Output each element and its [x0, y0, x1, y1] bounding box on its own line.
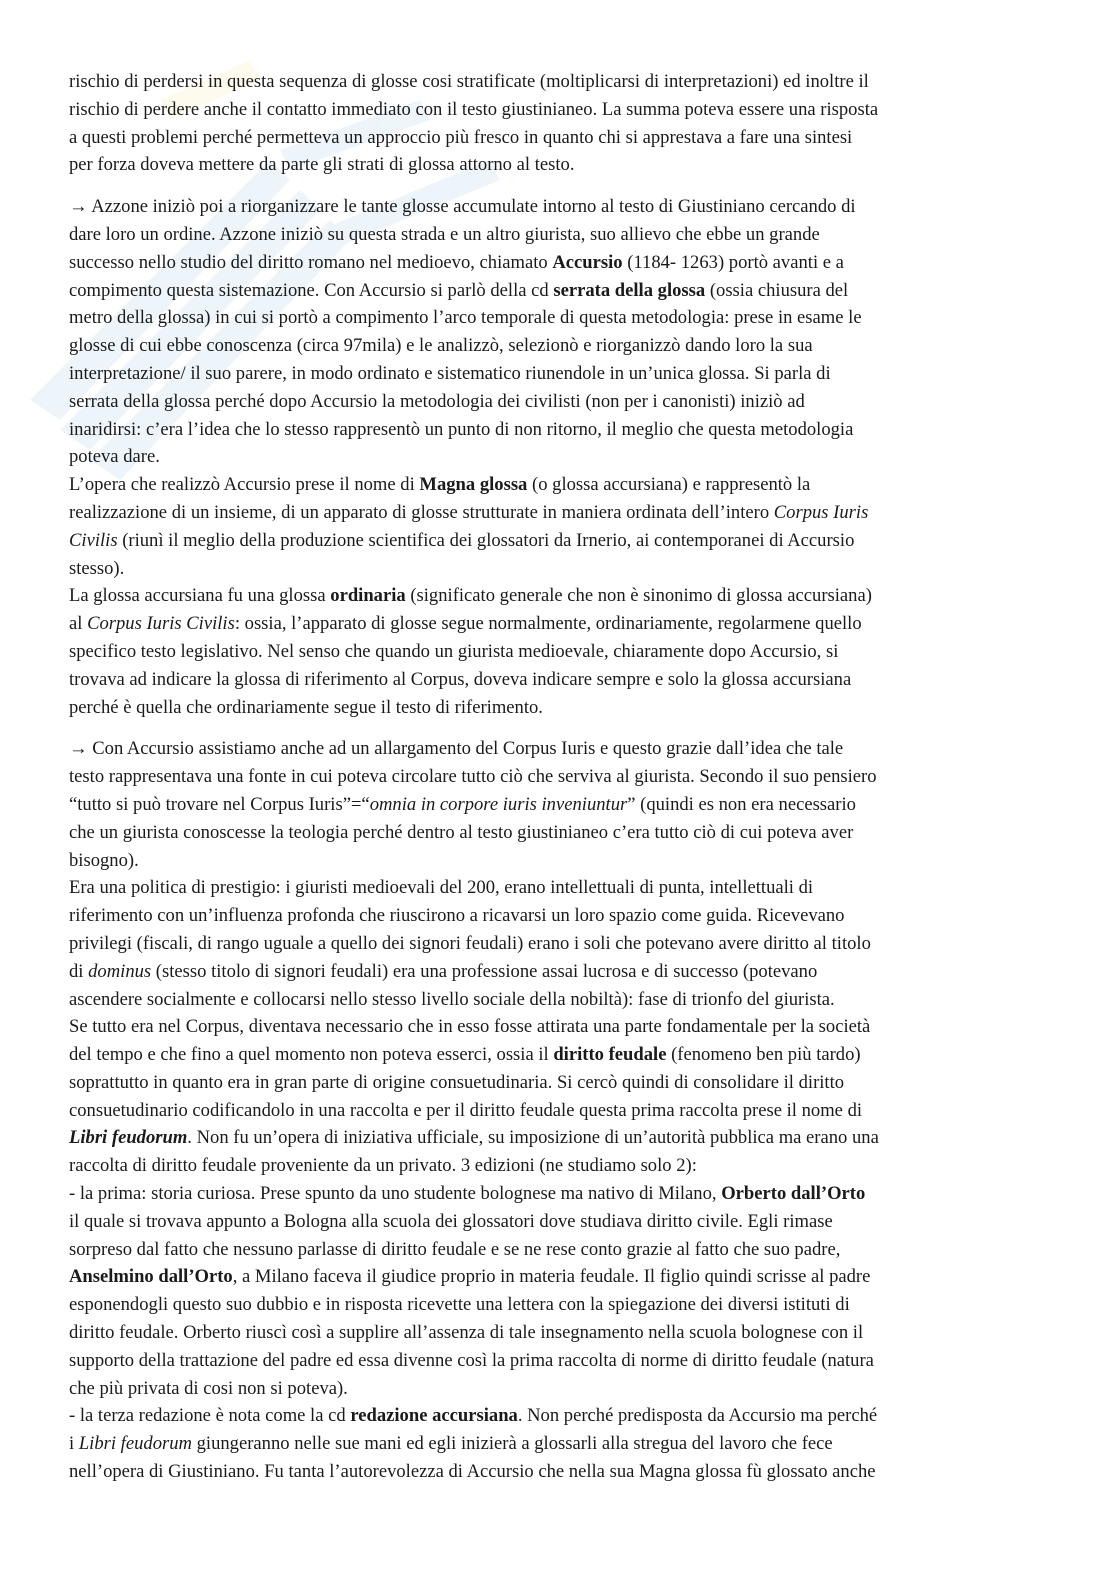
text-line: [69, 1319, 1059, 1347]
text-line: [69, 930, 1059, 958]
text-segment: “tutto si può trovare nel Corpus Iuris”=“: [69, 793, 370, 815]
paragraph-summa: [69, 68, 1059, 179]
text-segment: diritto feudale. Orberto riuscì così a supplire all’assenza di tale insegnamento nella scuola bolognese con il: [69, 1322, 864, 1344]
text-line: [69, 277, 1059, 305]
text-segment: raccolta di diritto feudale proveniente da un privato. 3 edizioni (ne studiamo solo 2):: [69, 1155, 697, 1177]
text-line: [69, 986, 1059, 1014]
text-segment: ascendere socialmente e collocarsi nello stesso livello sociale della nobiltà): fase di trionfo del giurista.: [69, 988, 835, 1010]
text-line: [69, 1208, 1059, 1236]
text-line: [69, 582, 1059, 610]
text-segment: : ossia, l’apparato di glosse segue normalmente, ordinariamente, regolarmene quello: [234, 613, 862, 635]
text-segment: supporto della trattazione del padre ed essa divenne così la prima raccolta di norme di diritto feudale (natura: [69, 1349, 874, 1371]
text-segment: → Azzone iniziò poi a riorganizzare le tante glosse accumulate intorno al testo di Giustiniano cercando di: [69, 196, 856, 218]
text-segment: riferimento con un’influenza profonda che riuscirono a ricavarsi un loro spazio come guida. Ricevevano: [69, 905, 845, 927]
text-line: [69, 1430, 1059, 1458]
text-segment: metro della glossa) in cui si portò a compimento l’arco temporale di questa metodologia: prese in esame le: [69, 307, 862, 329]
text-segment: , a Milano faceva il giudice proprio in materia feudale. Il figlio quindi scrisse al padre: [232, 1266, 871, 1288]
text-segment: - la terza redazione è nota come la cd: [69, 1405, 351, 1427]
bold-term: Orberto dall’Orto: [721, 1183, 866, 1205]
text-segment: il quale si trovava appunto a Bologna alla scuola dei glossatori dove studiava diritto civile. Egli rimase: [69, 1210, 833, 1232]
text-segment: Era una politica di prestigio: i giuristi medioevali del 200, erano intellettuali di punta, intellettuali di: [69, 877, 814, 899]
bold-term: Libri feudorum: [69, 1127, 188, 1149]
text-segment: . Non fu un’opera di iniziativa ufficiale, su imposizione di un’autorità pubblica ma erano una: [187, 1127, 879, 1149]
text-segment: serrata della glossa perché dopo Accursio la metodologia dei civilisti (non per i canonisti) iniziò ad: [69, 390, 805, 412]
bold-term: diritto feudale: [553, 1044, 667, 1066]
text-segment: testo rappresentava una fonte in cui poteva circolare tutto ciò che serviva al giurista. Secondo il suo pensiero: [69, 766, 877, 788]
text-segment: per forza doveva mettere da parte gli strati di glossa attorno al testo.: [69, 154, 575, 176]
text-line: [69, 499, 1059, 527]
text-segment: specifico testo legislativo. Nel senso che quando un giurista medioevale, chiaramente dopo Accursio, si: [69, 640, 839, 662]
text-line: [69, 874, 1059, 902]
text-segment: a questi problemi perché permetteva un approccio più fresco in quanto chi si apprestava a fare una sintesi: [69, 126, 853, 148]
text-segment: . Non perché predisposta da Accursio ma perché: [517, 1405, 878, 1427]
paragraph-diritto-feudale: [69, 1013, 1059, 1180]
text-line: [69, 360, 1059, 388]
text-line: [69, 527, 1059, 555]
text-line: [69, 1069, 1059, 1097]
text-line: [69, 638, 1059, 666]
text-line: [69, 610, 1059, 638]
text-line: [69, 847, 1059, 875]
text-line: [69, 555, 1059, 583]
text-segment: esponendogli questo suo dubbio e in risposta ricevette una lettera con la spiegazione dei diversi istituti di: [69, 1294, 850, 1316]
paragraph-azzone-accursio: [69, 193, 1059, 471]
text-segment: che un giurista conoscesse la teologia perché dentro al testo giustinianeo c’era tutto ciò di cui poteva aver: [69, 821, 854, 843]
text-segment: rischio di perdersi in questa sequenza di glosse cosi stratificate (moltiplicarsi di interpretazioni) ed inoltre il: [69, 71, 869, 92]
text-line: [69, 221, 1059, 249]
text-segment: successo nello studio del diritto romano nel medioevo, chiamato: [69, 251, 553, 273]
text-line: [69, 902, 1059, 930]
text-segment: consuetudinario codificandolo in una raccolta e per il diritto feudale questa prima raccolta prese il nome di: [69, 1099, 863, 1121]
paragraph-magna-glossa: [69, 471, 1059, 582]
text-segment: ” (quindi es non era necessario: [627, 793, 856, 815]
text-line: [69, 1013, 1059, 1041]
text-line: [69, 1458, 1059, 1486]
text-line: [69, 96, 1059, 124]
text-segment: del tempo e che fino a quel momento non poteva esserci, ossia il: [69, 1044, 554, 1066]
bold-term: redazione accursiana: [350, 1405, 518, 1427]
text-segment: (stesso titolo di signori feudali) era una professione assai lucrosa e di successo (potevano: [151, 960, 818, 982]
text-segment: che più privata di cosi non si poteva).: [69, 1377, 348, 1399]
text-line: [69, 819, 1059, 847]
text-segment: (1184- 1263) portò avanti e a: [622, 251, 844, 273]
text-segment: giungeranno nelle sue mani ed egli inizierà a glossarli alla stregua del lavoro che fece: [191, 1433, 833, 1455]
text-segment: soprattutto in quanto era in gran parte di origine consuetudinaria. Si cercò quindi di consolidare il diritto: [69, 1071, 845, 1093]
text-segment: (ossia chiusura del: [705, 279, 849, 301]
text-segment: i: [69, 1433, 79, 1455]
text-line: [69, 694, 1059, 722]
text-line: [69, 124, 1059, 152]
text-segment: Se tutto era nel Corpus, diventava necessario che in esso fosse attirata una parte fondamentale per la società: [69, 1016, 871, 1038]
text-line: [69, 416, 1059, 444]
text-segment: inaridirsi: c’era l’idea che lo stesso rappresentò un punto di non ritorno, il meglio che questa metodologia: [69, 418, 854, 440]
italic-term: omnia in corpore iuris inveniuntur: [369, 793, 628, 815]
text-line: [69, 958, 1059, 986]
text-segment: (significato generale che non è sinonimo di glossa accursiana): [405, 585, 872, 607]
text-line: [69, 666, 1059, 694]
text-segment: (riunì il meglio della produzione scientifica dei glossatori da Irnerio, ai contemporanei di Accursio: [117, 529, 855, 551]
text-segment: glosse di cui ebbe conoscenza (circa 97mila) e le analizzò, selezionò e riorganizzò dando loro la sua: [69, 335, 813, 357]
text-line: [69, 388, 1059, 416]
text-segment: stesso).: [69, 557, 125, 579]
text-segment: La glossa accursiana fu una glossa: [69, 585, 331, 607]
text-segment: nell’opera di Giustiniano. Fu tanta l’autorevolezza di Accursio che nella sua Magna glossa fù glossato anche: [69, 1461, 876, 1483]
text-line: [69, 332, 1059, 360]
italic-term: dominus: [88, 960, 152, 982]
paragraph-prima-edizione: [69, 1180, 1059, 1402]
text-segment: trovava ad indicare la glossa di riferimento al Corpus, doveva indicare sempre e solo la glossa accursiana: [69, 668, 852, 690]
text-segment: interpretazione/ il suo parere, in modo ordinato e sistematico riunendole in un’unica glossa. Si parla di: [69, 362, 831, 384]
italic-term: Civilis: [69, 529, 118, 551]
text-line: [69, 68, 1059, 96]
text-line: [69, 1124, 1059, 1152]
text-line: [69, 1097, 1059, 1125]
text-line: [69, 1180, 1059, 1208]
italic-term: Corpus Iuris Civilis: [87, 613, 235, 635]
text-line: [69, 791, 1059, 819]
text-line: [69, 471, 1059, 499]
text-line: [69, 443, 1059, 471]
text-segment: (o glossa accursiana) e rappresentò la: [527, 474, 811, 496]
text-line: [69, 763, 1059, 791]
text-line: [69, 1347, 1059, 1375]
text-segment: realizzazione di un insieme, di un apparato di glosse strutturate in maniera ordinata dell’intero: [69, 501, 774, 523]
text-line: [69, 1263, 1059, 1291]
text-line: [69, 193, 1059, 221]
text-line: [69, 1236, 1059, 1264]
text-segment: L’opera che realizzò Accursio prese il nome di: [69, 474, 420, 496]
bold-term: Anselmino dall’Orto: [69, 1266, 233, 1288]
text-segment: rischio di perdere anche il contatto immediato con il testo giustinianeo. La summa poteva essere una risposta: [69, 98, 879, 120]
text-line: [69, 249, 1059, 277]
text-line: [69, 304, 1059, 332]
bold-term: ordinaria: [330, 585, 406, 607]
text-line: [69, 735, 1059, 763]
paragraph-corpus-iuris: [69, 735, 1059, 874]
text-segment: bisogno).: [69, 849, 139, 871]
text-segment: poteva dare.: [69, 446, 160, 468]
text-segment: al: [69, 613, 88, 635]
bold-term: Accursio: [552, 251, 623, 273]
italic-term: Corpus Iuris: [773, 501, 869, 523]
text-line: [69, 151, 1059, 179]
text-segment: perché è quella che ordinariamente segue il testo di riferimento.: [69, 696, 543, 718]
text-segment: (fenomeno ben più tardo): [666, 1044, 861, 1066]
text-line: [69, 1152, 1059, 1180]
text-segment: → Con Accursio assistiamo anche ad un allargamento del Corpus Iuris e questo grazie dall’idea che tale: [69, 738, 844, 760]
bold-term: Magna glossa: [419, 474, 528, 496]
paragraph-politica-prestigio: [69, 874, 1059, 1013]
text-line: [69, 1041, 1059, 1069]
text-segment: compimento questa sistemazione. Con Accursio si parlò della cd: [69, 279, 554, 301]
text-segment: di: [69, 960, 89, 982]
text-segment: sorpreso dal fatto che nessuno parlasse di diritto feudale e se ne rese conto grazie al fatto che suo padre,: [69, 1238, 841, 1260]
paragraph-terza-redazione: [69, 1402, 1059, 1485]
italic-term: Libri feudorum: [78, 1433, 192, 1455]
text-line: [69, 1375, 1059, 1403]
bold-term: serrata della glossa: [553, 279, 706, 301]
document-body: [69, 68, 1059, 1486]
text-segment: - la prima: storia curiosa. Prese spunto da uno studente bolognese ma nativo di Milano,: [69, 1183, 722, 1205]
text-line: [69, 1291, 1059, 1319]
text-segment: dare loro un ordine. Azzone iniziò su questa strada e un altro giurista, suo allievo che ebbe un grande: [69, 223, 820, 245]
paragraph-glossa-ordinaria: [69, 582, 1059, 721]
text-segment: privilegi (fiscali, di rango uguale a quello dei signori feudali) erano i soli che potevano avere diritto al titolo: [69, 932, 871, 954]
text-line: [69, 1402, 1059, 1430]
